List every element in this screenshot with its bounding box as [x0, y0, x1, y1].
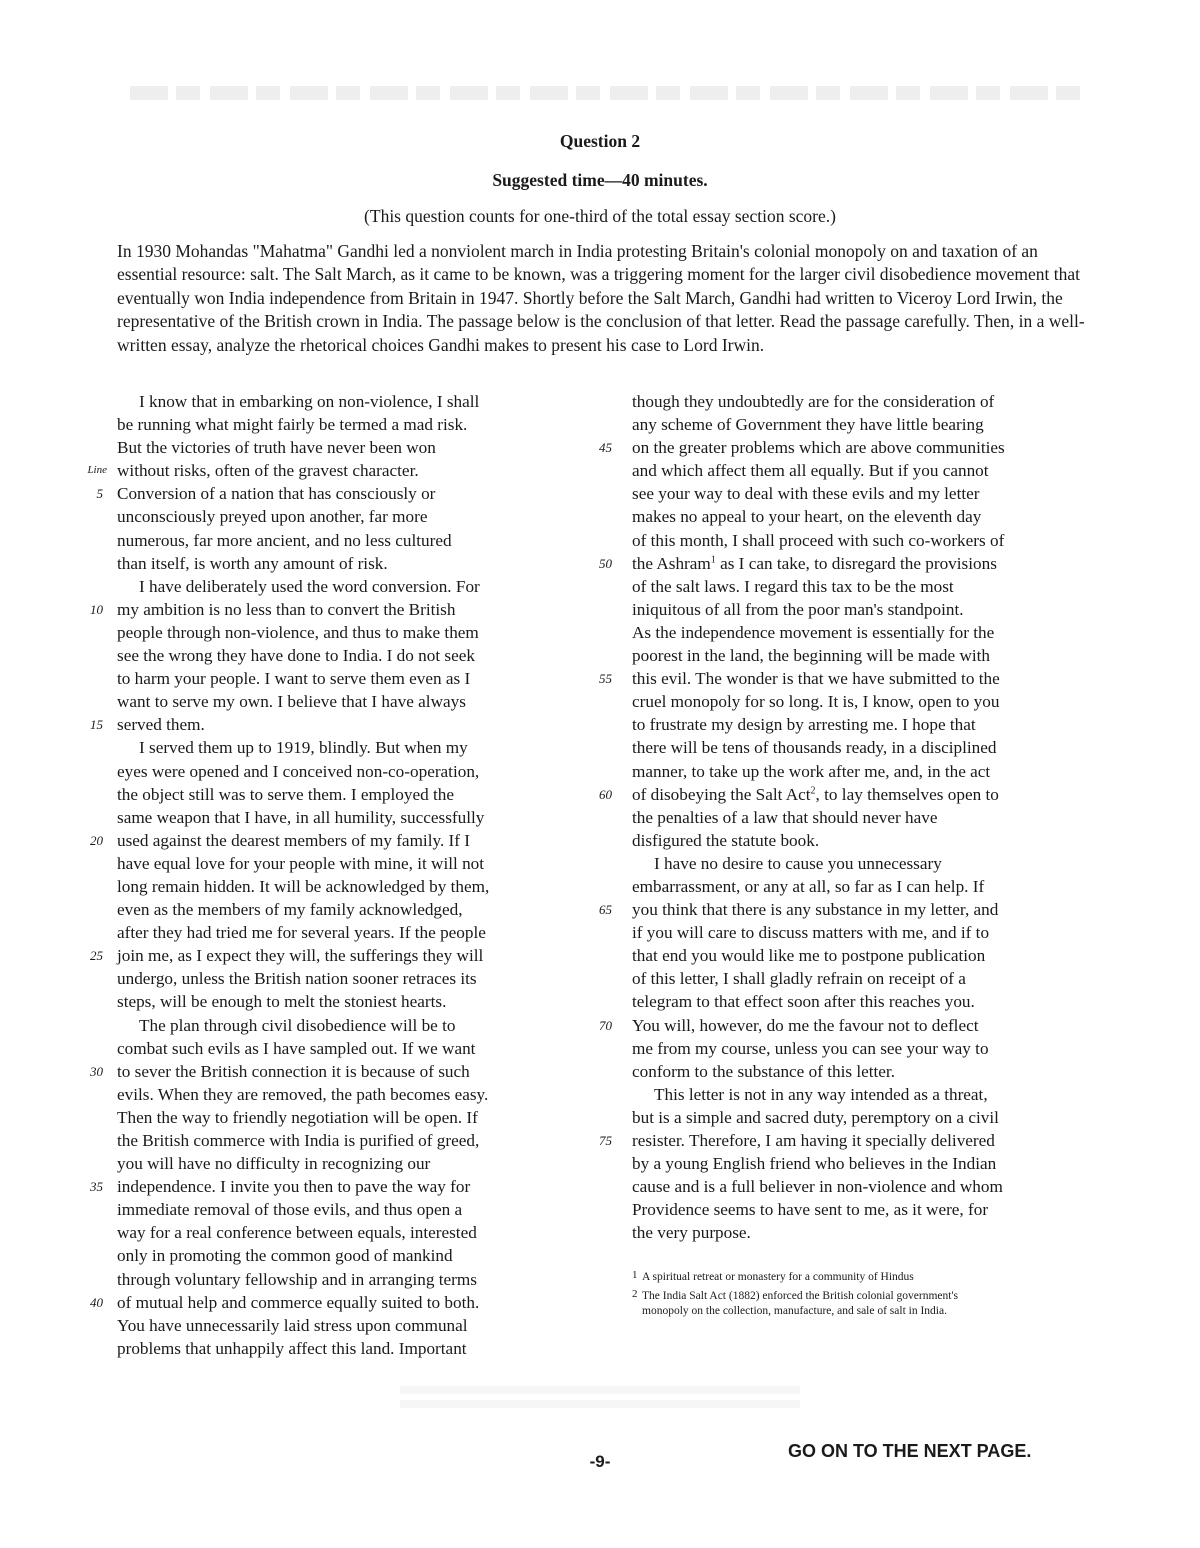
- page-number: -9-: [589, 1452, 611, 1471]
- passage-line: [632, 644, 1087, 667]
- footnote-text: monopoly on the collection, manufacture, and sale of salt in India.: [642, 1305, 947, 1317]
- line-text: makes no appeal to your heart, on the eleventh day: [632, 507, 982, 527]
- score-note: (This question counts for one-third of the total essay section score.): [364, 206, 836, 226]
- line-text: independence. I invite you then to pave the way for: [117, 1177, 471, 1197]
- line-text: poorest in the land, the beginning will be made with: [632, 646, 991, 666]
- line-text: if you will care to discuss matters with me, and if to: [632, 923, 990, 943]
- line-text: the very purpose.: [632, 1223, 751, 1243]
- passage-line: [599, 1014, 1087, 1037]
- passage-line: [632, 575, 1087, 598]
- line-text: telegram to that effect soon after this reaches you.: [632, 992, 975, 1012]
- line-label: Line: [87, 464, 107, 477]
- line-text: want to serve my own. I believe that I have always: [117, 692, 466, 712]
- line-number: 50: [599, 555, 612, 571]
- line-text: Conversion of a nation that has consciously or: [117, 484, 436, 504]
- line-text: unconsciously preyed upon another, far more: [117, 507, 428, 527]
- passage-line: [632, 760, 1087, 783]
- line-text: to sever the British connection it is because of such: [117, 1061, 470, 1081]
- line-text: same weapon that I have, in all humility, successfully: [117, 807, 485, 827]
- essay-prompt: In 1930 Mohandas "Mahatma" Gandhi led a nonviolent march in India protesting Britain's colonial monopoly on and taxation of an essential resource: salt. The Salt March, as it came to be known, was a triggering moment for the larger civil disobedience movement that eventually won India independence from Britain in 1947. Shortly before the Salt March, Gandhi had written to Viceroy Lord Irwin, the representative of the British crown in India. The passage below is the conclusion of that letter. Read the passage carefully. Then, in a well-written essay, analyze the rhetorical choices Gandhi makes to present his case to Lord Irwin.: [117, 241, 1085, 355]
- go-on-notice: GO ON TO THE NEXT PAGE.: [788, 1441, 1032, 1461]
- passage-line: [117, 1083, 562, 1106]
- line-text: resister. Therefore, I am having it specially delivered: [632, 1131, 995, 1150]
- passage-line: [632, 1037, 1087, 1060]
- line-text: to frustrate my design by arresting me. I hope that: [632, 715, 976, 735]
- line-text: I have deliberately used the word conversion. For: [139, 576, 480, 596]
- line-number: 45: [599, 440, 612, 456]
- line-text: you will have no difficulty in recognizing our: [117, 1154, 431, 1174]
- passage-line: [117, 505, 562, 528]
- passage-line: [117, 1106, 562, 1129]
- passage-line: [117, 875, 562, 898]
- footnote-text: A spiritual retreat or monastery for a community of Hindus: [642, 1271, 914, 1283]
- passage-line: [117, 644, 562, 667]
- passage-line: [599, 552, 1087, 575]
- passage-line: [117, 1037, 562, 1060]
- line-text: through voluntary fellowship and in arranging terms: [117, 1269, 477, 1289]
- line-text: without risks, often of the gravest character.: [117, 461, 419, 481]
- passage-line: [117, 552, 562, 575]
- footnote: 1 A spiritual retreat or monastery for a community of Hindus: [632, 1270, 1092, 1285]
- line-text: I have no desire to cause you unnecessary: [654, 853, 942, 873]
- line-text: as I can take, to disregard the provisions: [715, 553, 997, 573]
- line-text: embarrassment, or any at all, so far as I can help. If: [632, 876, 985, 896]
- passage-line: [90, 1175, 562, 1198]
- line-text: of the salt laws. I regard this tax to be the most: [632, 576, 954, 596]
- line-text: of this month, I shall proceed with such co-workers of: [632, 530, 1005, 550]
- line-number: 35: [90, 1179, 103, 1195]
- passage-line: [632, 459, 1087, 482]
- passage-line: [632, 390, 1087, 413]
- line-number: 70: [599, 1017, 612, 1033]
- passage-line: [632, 598, 1087, 621]
- passage-line: [117, 621, 562, 644]
- line-text: way for a real conference between equals, interested: [117, 1223, 477, 1243]
- passage-line: [632, 921, 1087, 944]
- line-text: of this letter, I shall gladly refrain on receipt of a: [632, 969, 966, 989]
- suggested-time: Suggested time—40 minutes.: [492, 170, 708, 190]
- line-text: that end you would like me to postpone publication: [632, 946, 986, 966]
- footnote-marker: 2: [810, 784, 816, 796]
- line-number: 15: [90, 717, 103, 733]
- line-text: Providence seems to have sent to me, as it were, for: [632, 1200, 989, 1220]
- passage-line: [90, 1060, 562, 1083]
- footnotes: [632, 1270, 1092, 1323]
- passage-line: [632, 967, 1087, 990]
- passage-line: [599, 436, 1087, 459]
- line-text: You have unnecessarily laid stress upon communal: [117, 1315, 468, 1335]
- line-text: after they had tried me for several years. If the people: [117, 923, 486, 943]
- passage-line: [90, 944, 562, 967]
- passage-line: [117, 783, 562, 806]
- passage-line: [632, 944, 1087, 967]
- line-number: 55: [599, 671, 612, 687]
- line-number: 60: [599, 786, 612, 802]
- line-text: You will, however, do me the favour not to deflect: [632, 1015, 979, 1035]
- line-text: cause and is a full believer in non-violence and whom: [632, 1177, 1003, 1197]
- line-text: only in promoting the common good of mankind: [117, 1246, 453, 1266]
- line-text: served them.: [117, 715, 205, 735]
- passage-line: [117, 760, 562, 783]
- line-text: long remain hidden. It will be acknowledged by them,: [117, 876, 490, 896]
- passage-line: [632, 690, 1087, 713]
- line-text: by a young English friend who believes in the Indian: [632, 1154, 997, 1174]
- passage-line: [90, 1291, 562, 1314]
- line-text: cruel monopoly for so long. It is, I know, open to you: [632, 692, 1000, 712]
- passage-line: [599, 667, 1087, 690]
- passage-line: [632, 1060, 1087, 1083]
- question-title: Question 2: [559, 131, 641, 151]
- passage-line: [117, 1129, 562, 1152]
- line-text: but is a simple and sacred duty, peremptory on a civil: [632, 1107, 999, 1127]
- passage-line: [117, 690, 562, 713]
- line-text: see the wrong they have done to India. I do not seek: [117, 646, 475, 666]
- passage-line: [117, 852, 562, 875]
- passage-line: [632, 806, 1087, 829]
- line-text: But the victories of truth have never been won: [117, 438, 436, 458]
- line-number: 30: [90, 1063, 103, 1079]
- passage-line: [117, 1268, 562, 1291]
- passage-line: [117, 390, 562, 413]
- line-text: people through non-violence, and thus to make them: [117, 622, 479, 642]
- line-text: see your way to deal with these evils and my letter: [632, 484, 980, 504]
- footnote: 2 The India Salt Act (1882) enforced the British colonial government's monopoly on the collection, manufacture, and sale of salt in India.: [632, 1289, 1092, 1319]
- line-text: I know that in embarking on non-violence, I shall: [139, 392, 480, 411]
- line-text: though they undoubtedly are for the consideration of: [632, 392, 995, 411]
- line-text: manner, to take up the work after me, and, in the act: [632, 761, 991, 781]
- line-number: 65: [599, 902, 612, 918]
- line-text: there will be tens of thousands ready, in a disciplined: [632, 738, 997, 758]
- line-text: my ambition is no less than to convert the British: [117, 599, 456, 619]
- passage-line: [117, 921, 562, 944]
- passage-line: [632, 1106, 1087, 1129]
- passage-line: [632, 829, 1087, 852]
- passage-line: [117, 1314, 562, 1337]
- line-text: I served them up to 1919, blindly. But when my: [139, 738, 468, 758]
- line-text: numerous, far more ancient, and no less cultured: [117, 530, 452, 550]
- line-text: than itself, is worth any amount of risk.: [117, 553, 388, 573]
- line-number: 75: [599, 1133, 612, 1148]
- passage-line: [117, 990, 562, 1013]
- line-text: steps, will be enough to melt the stoniest hearts.: [117, 992, 447, 1012]
- line-text: you think that there is any substance in my letter, and: [632, 900, 999, 920]
- line-text: on the greater problems which are above communities: [632, 438, 1005, 458]
- line-text: of disobeying the Salt Act: [632, 784, 811, 804]
- passage-line: [632, 990, 1087, 1013]
- line-text: As the independence movement is essentially for the: [632, 622, 995, 642]
- passage-line: [632, 1152, 1087, 1175]
- line-text: me from my course, unless you can see your way to: [632, 1038, 989, 1058]
- line-text: the object still was to serve them. I employed the: [117, 784, 454, 804]
- line-text: join me, as I expect they will, the sufferings they will: [117, 946, 484, 966]
- line-text: and which affect them all equally. But if you cannot: [632, 461, 989, 481]
- passage-line: [117, 1244, 562, 1267]
- passage-line: [117, 967, 562, 990]
- passage-line: [117, 898, 562, 921]
- line-text: of mutual help and commerce equally suited to both.: [117, 1292, 480, 1312]
- line-text: iniquitous of all from the poor man's standpoint.: [632, 599, 964, 619]
- passage-line: [599, 783, 1087, 806]
- passage-line: [632, 482, 1087, 505]
- line-text: used against the dearest members of my family. If I: [117, 830, 471, 850]
- line-text: the British commerce with India is purified of greed,: [117, 1131, 480, 1150]
- passage-line: [632, 505, 1087, 528]
- line-text: evils. When they are removed, the path becomes easy.: [117, 1084, 489, 1104]
- passage-line: [632, 875, 1087, 898]
- line-text: the Ashram: [632, 553, 711, 573]
- passage-line: [117, 575, 562, 598]
- passage-line: [632, 413, 1087, 436]
- passage-line: [117, 806, 562, 829]
- line-text: this evil. The wonder is that we have submitted to the: [632, 669, 1000, 689]
- passage-line: [117, 1337, 562, 1360]
- passage-line: [632, 1198, 1087, 1221]
- passage-line: [87, 459, 562, 482]
- passage-line: [632, 852, 1087, 875]
- passage-line: [632, 1083, 1087, 1106]
- line-text: the penalties of a law that should never have: [632, 807, 938, 827]
- line-text: , to lay themselves open to: [815, 784, 999, 804]
- passage-column-left: [87, 390, 562, 1360]
- line-text: any scheme of Government they have little bearing: [632, 415, 984, 435]
- line-number: 10: [90, 601, 103, 617]
- passage-line: [632, 736, 1087, 759]
- bleed-through-text: [400, 1386, 800, 1412]
- passage-line: [90, 713, 562, 736]
- passage-line: [632, 713, 1087, 736]
- line-text: conform to the substance of this letter.: [632, 1061, 895, 1081]
- line-text: undergo, unless the British nation sooner retraces its: [117, 969, 477, 989]
- footnote-text: The India Salt Act (1882) enforced the British colonial government's: [642, 1290, 959, 1302]
- line-text: even as the members of my family acknowledged,: [117, 900, 463, 920]
- passage-line: [599, 1129, 1087, 1152]
- line-number: 5: [96, 486, 103, 502]
- bleed-through-text: [130, 86, 1080, 100]
- passage-line: [117, 413, 562, 436]
- passage-line: [117, 667, 562, 690]
- passage-line: [632, 1221, 1087, 1244]
- footnote-marker: 1: [710, 553, 716, 565]
- passage-line: [117, 1221, 562, 1244]
- passage-line: [90, 829, 562, 852]
- line-text: problems that unhappily affect this land. Important: [117, 1338, 467, 1358]
- line-number: 40: [90, 1294, 103, 1310]
- passage-line: [599, 898, 1087, 921]
- passage-column-right: [599, 390, 1087, 1244]
- passage-line: [117, 1152, 562, 1175]
- passage-line: [90, 598, 562, 621]
- passage-line: [117, 736, 562, 759]
- passage-line: [117, 529, 562, 552]
- line-text: disfigured the statute book.: [632, 830, 820, 850]
- line-text: immediate removal of those evils, and thus open a: [117, 1200, 463, 1220]
- line-text: be running what might fairly be termed a mad risk.: [117, 415, 468, 435]
- line-number: 25: [90, 948, 103, 964]
- line-text: This letter is not in any way intended as a threat,: [654, 1084, 988, 1104]
- passage-line: [117, 1198, 562, 1221]
- line-text: The plan through civil disobedience will be to: [139, 1015, 456, 1035]
- passage-line: [117, 436, 562, 459]
- line-text: combat such evils as I have sampled out. If we want: [117, 1038, 476, 1058]
- passage-line: [632, 621, 1087, 644]
- passage-line: [96, 482, 562, 505]
- line-text: have equal love for your people with mine, it will not: [117, 853, 485, 873]
- line-text: to harm your people. I want to serve them even as I: [117, 669, 471, 689]
- line-text: Then the way to friendly negotiation will be open. If: [117, 1107, 478, 1127]
- passage-line: [632, 529, 1087, 552]
- line-number: 20: [90, 832, 103, 848]
- passage-line: [117, 1014, 562, 1037]
- line-text: eyes were opened and I conceived non-co-operation,: [117, 761, 480, 781]
- passage-line: [632, 1175, 1087, 1198]
